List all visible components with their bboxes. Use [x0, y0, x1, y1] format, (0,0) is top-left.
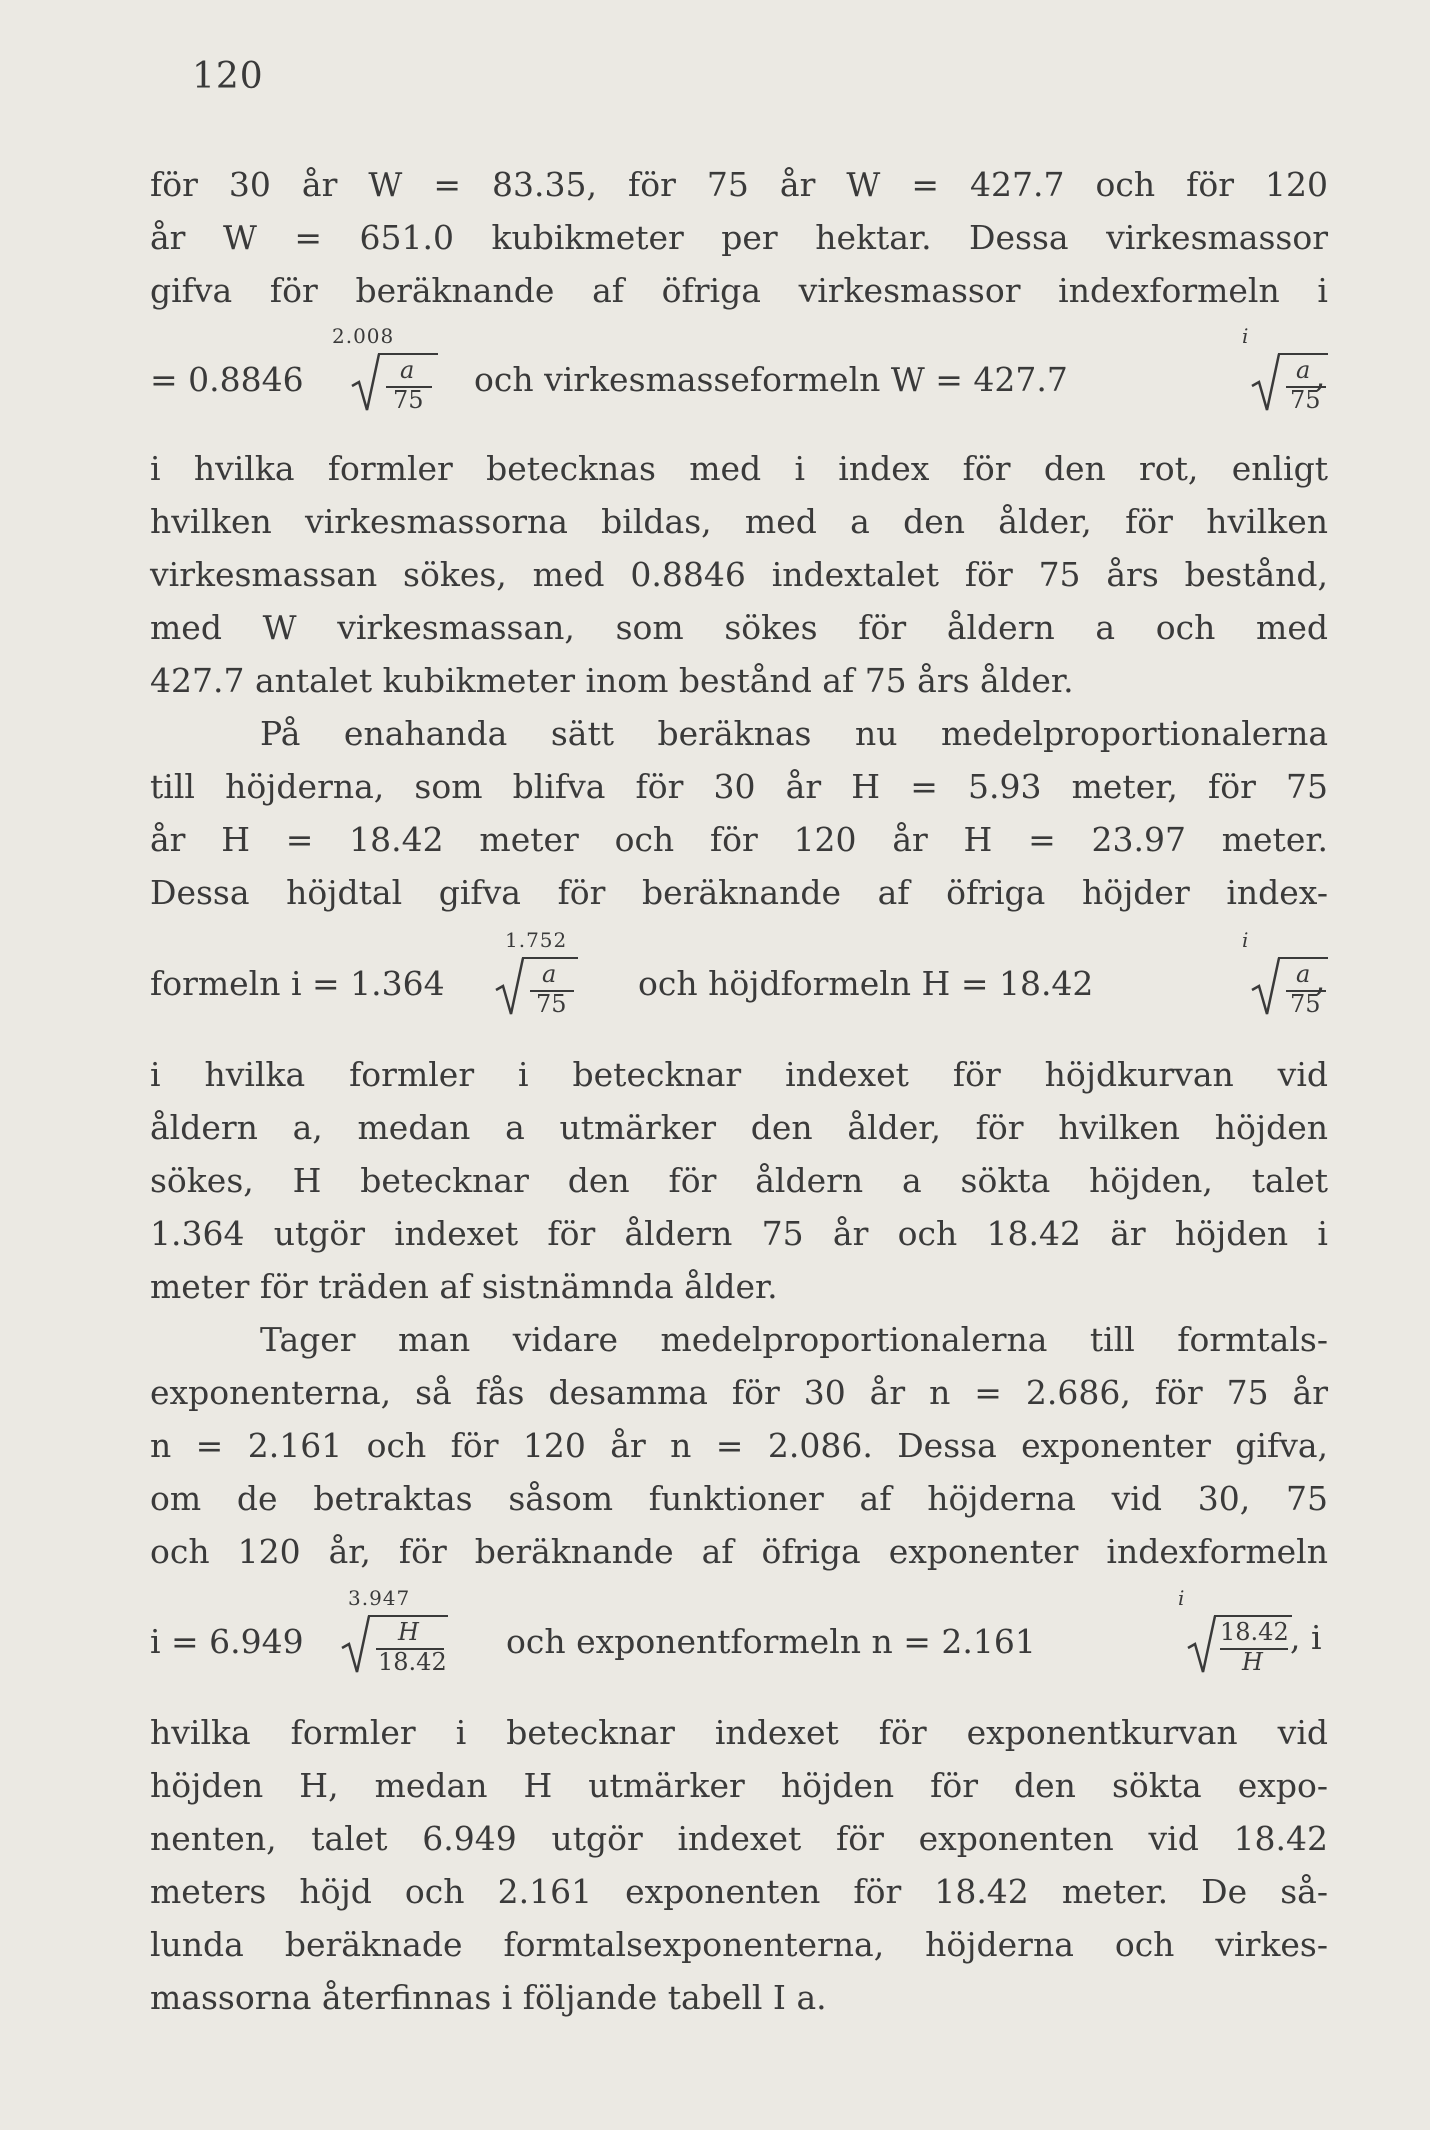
fraction-denominator: 75	[536, 990, 567, 1018]
radical-bar	[1278, 353, 1328, 355]
root-index: i	[1178, 1586, 1186, 1610]
text-line: n = 2.161 och för 120 år n = 2.086. Dessa exponenter gifva,	[150, 1426, 1328, 1465]
text-line: i hvilka formler i betecknar indexet för höjdkurvan vid	[150, 1055, 1328, 1094]
fraction-numerator: a	[1296, 960, 1311, 988]
formula-tail: ,	[1315, 960, 1326, 999]
fraction-denominator: 75	[393, 386, 424, 414]
fraction-denominator: 75	[1290, 386, 1321, 414]
radical-sign	[340, 1614, 370, 1674]
radical-sign	[350, 352, 380, 412]
text-line: hvilka formler i betecknar indexet för exponentkurvan vid	[150, 1713, 1328, 1752]
root-index: 1.752	[505, 928, 568, 952]
root-index: 3.947	[348, 1586, 411, 1610]
text-line: åldern a, medan a utmärker den ålder, för hvilken höjden	[150, 1108, 1328, 1147]
text-line: år W = 651.0 kubikmeter per hektar. Dessa virkesmassor	[150, 218, 1328, 257]
text-line: nenten, talet 6.949 utgör indexet för exponenten vid 18.42	[150, 1819, 1328, 1858]
text-line: På enahanda sätt beräknas nu medelproportionalerna	[260, 714, 1328, 753]
text-line: och 120 år, för beräknande af öfriga exponenter indexformeln	[150, 1532, 1328, 1571]
fraction-numerator: a	[400, 356, 415, 384]
radical-bar	[522, 957, 578, 959]
radical-sign	[494, 956, 524, 1016]
fraction-numerator: a	[542, 960, 557, 988]
radical-sign	[1250, 352, 1280, 412]
radical-bar	[1278, 957, 1328, 959]
formula-lhs: = 0.8846	[150, 360, 304, 399]
fraction-numerator: H	[398, 1618, 419, 1646]
formula-lhs: i = 6.949	[150, 1622, 304, 1661]
fraction-numerator: a	[1296, 356, 1311, 384]
text-line: sökes, H betecknar den för åldern a sökta höjden, talet	[150, 1161, 1328, 1200]
formula-middle: och exponentformeln n = 2.161	[506, 1622, 1036, 1661]
text-line: för 30 år W = 83.35, för 75 år W = 427.7 och för 120	[150, 165, 1328, 204]
radical-sign	[1250, 956, 1280, 1016]
text-line: år H = 18.42 meter och för 120 år H = 23.97 meter.	[150, 820, 1328, 859]
text-line: meters höjd och 2.161 exponenten för 18.42 meter. De så-	[150, 1872, 1328, 1911]
radical-bar	[368, 1615, 448, 1617]
text-line: med W virkesmassan, som sökes för åldern a och med	[150, 608, 1328, 647]
radical-bar	[378, 353, 438, 355]
text-line: 427.7 antalet kubikmeter inom bestånd af 75 års ålder.	[150, 661, 1074, 700]
fraction-denominator: H	[1242, 1648, 1263, 1676]
text-line: Tager man vidare medelproportionalerna till formtals-	[260, 1320, 1328, 1359]
text-line: om de betraktas såsom funktioner af höjderna vid 30, 75	[150, 1479, 1328, 1518]
text-line: meter för träden af sistnämnda ålder.	[150, 1267, 778, 1306]
formula-tail: , i	[1290, 1618, 1322, 1657]
text-line: i hvilka formler betecknas med i index för den rot, enligt	[150, 449, 1328, 488]
fraction-denominator: 75	[1290, 990, 1321, 1018]
text-line: Dessa höjdtal gifva för beräknande af öfriga höjder index-	[150, 873, 1328, 912]
fraction-denominator: 18.42	[378, 1648, 447, 1676]
root-index: 2.008	[332, 324, 395, 348]
formula-volume	[150, 316, 1328, 412]
formula-tail: ,	[1315, 356, 1326, 395]
text-line: höjden H, medan H utmärker höjden för den sökta expo-	[150, 1766, 1328, 1805]
text-line: till höjderna, som blifva för 30 år H = 5.93 meter, för 75	[150, 767, 1328, 806]
formula-middle: och virkesmasseformeln W = 427.7	[474, 360, 1068, 399]
text-line: hvilken virkesmassorna bildas, med a den ålder, för hvilken	[150, 502, 1328, 541]
text-line: exponenterna, så fås desamma för 30 år n = 2.686, för 75 år	[150, 1373, 1328, 1412]
text-line: massorna återfinnas i följande tabell I a.	[150, 1978, 827, 2017]
page-number: 120	[192, 56, 264, 97]
text-line: 1.364 utgör indexet för åldern 75 år och 18.42 är höjden i	[150, 1214, 1328, 1253]
text-line: lunda beräknade formtalsexponenterna, höjderna och virkes-	[150, 1925, 1328, 1964]
radical-sign	[1186, 1614, 1216, 1674]
root-index: i	[1242, 928, 1250, 952]
formula-lhs: formeln i = 1.364	[150, 964, 445, 1003]
fraction-numerator: 18.42	[1220, 1618, 1289, 1646]
radical-bar	[1214, 1615, 1292, 1617]
formula-exponent	[150, 1578, 1328, 1674]
text-line: gifva för beräknande af öfriga virkesmassor indexformeln i	[150, 271, 1328, 310]
formula-height	[150, 920, 1328, 1016]
formula-middle: och höjdformeln H = 18.42	[638, 964, 1094, 1003]
root-index: i	[1242, 324, 1250, 348]
text-line: virkesmassan sökes, med 0.8846 indextalet för 75 års bestånd,	[150, 555, 1328, 594]
